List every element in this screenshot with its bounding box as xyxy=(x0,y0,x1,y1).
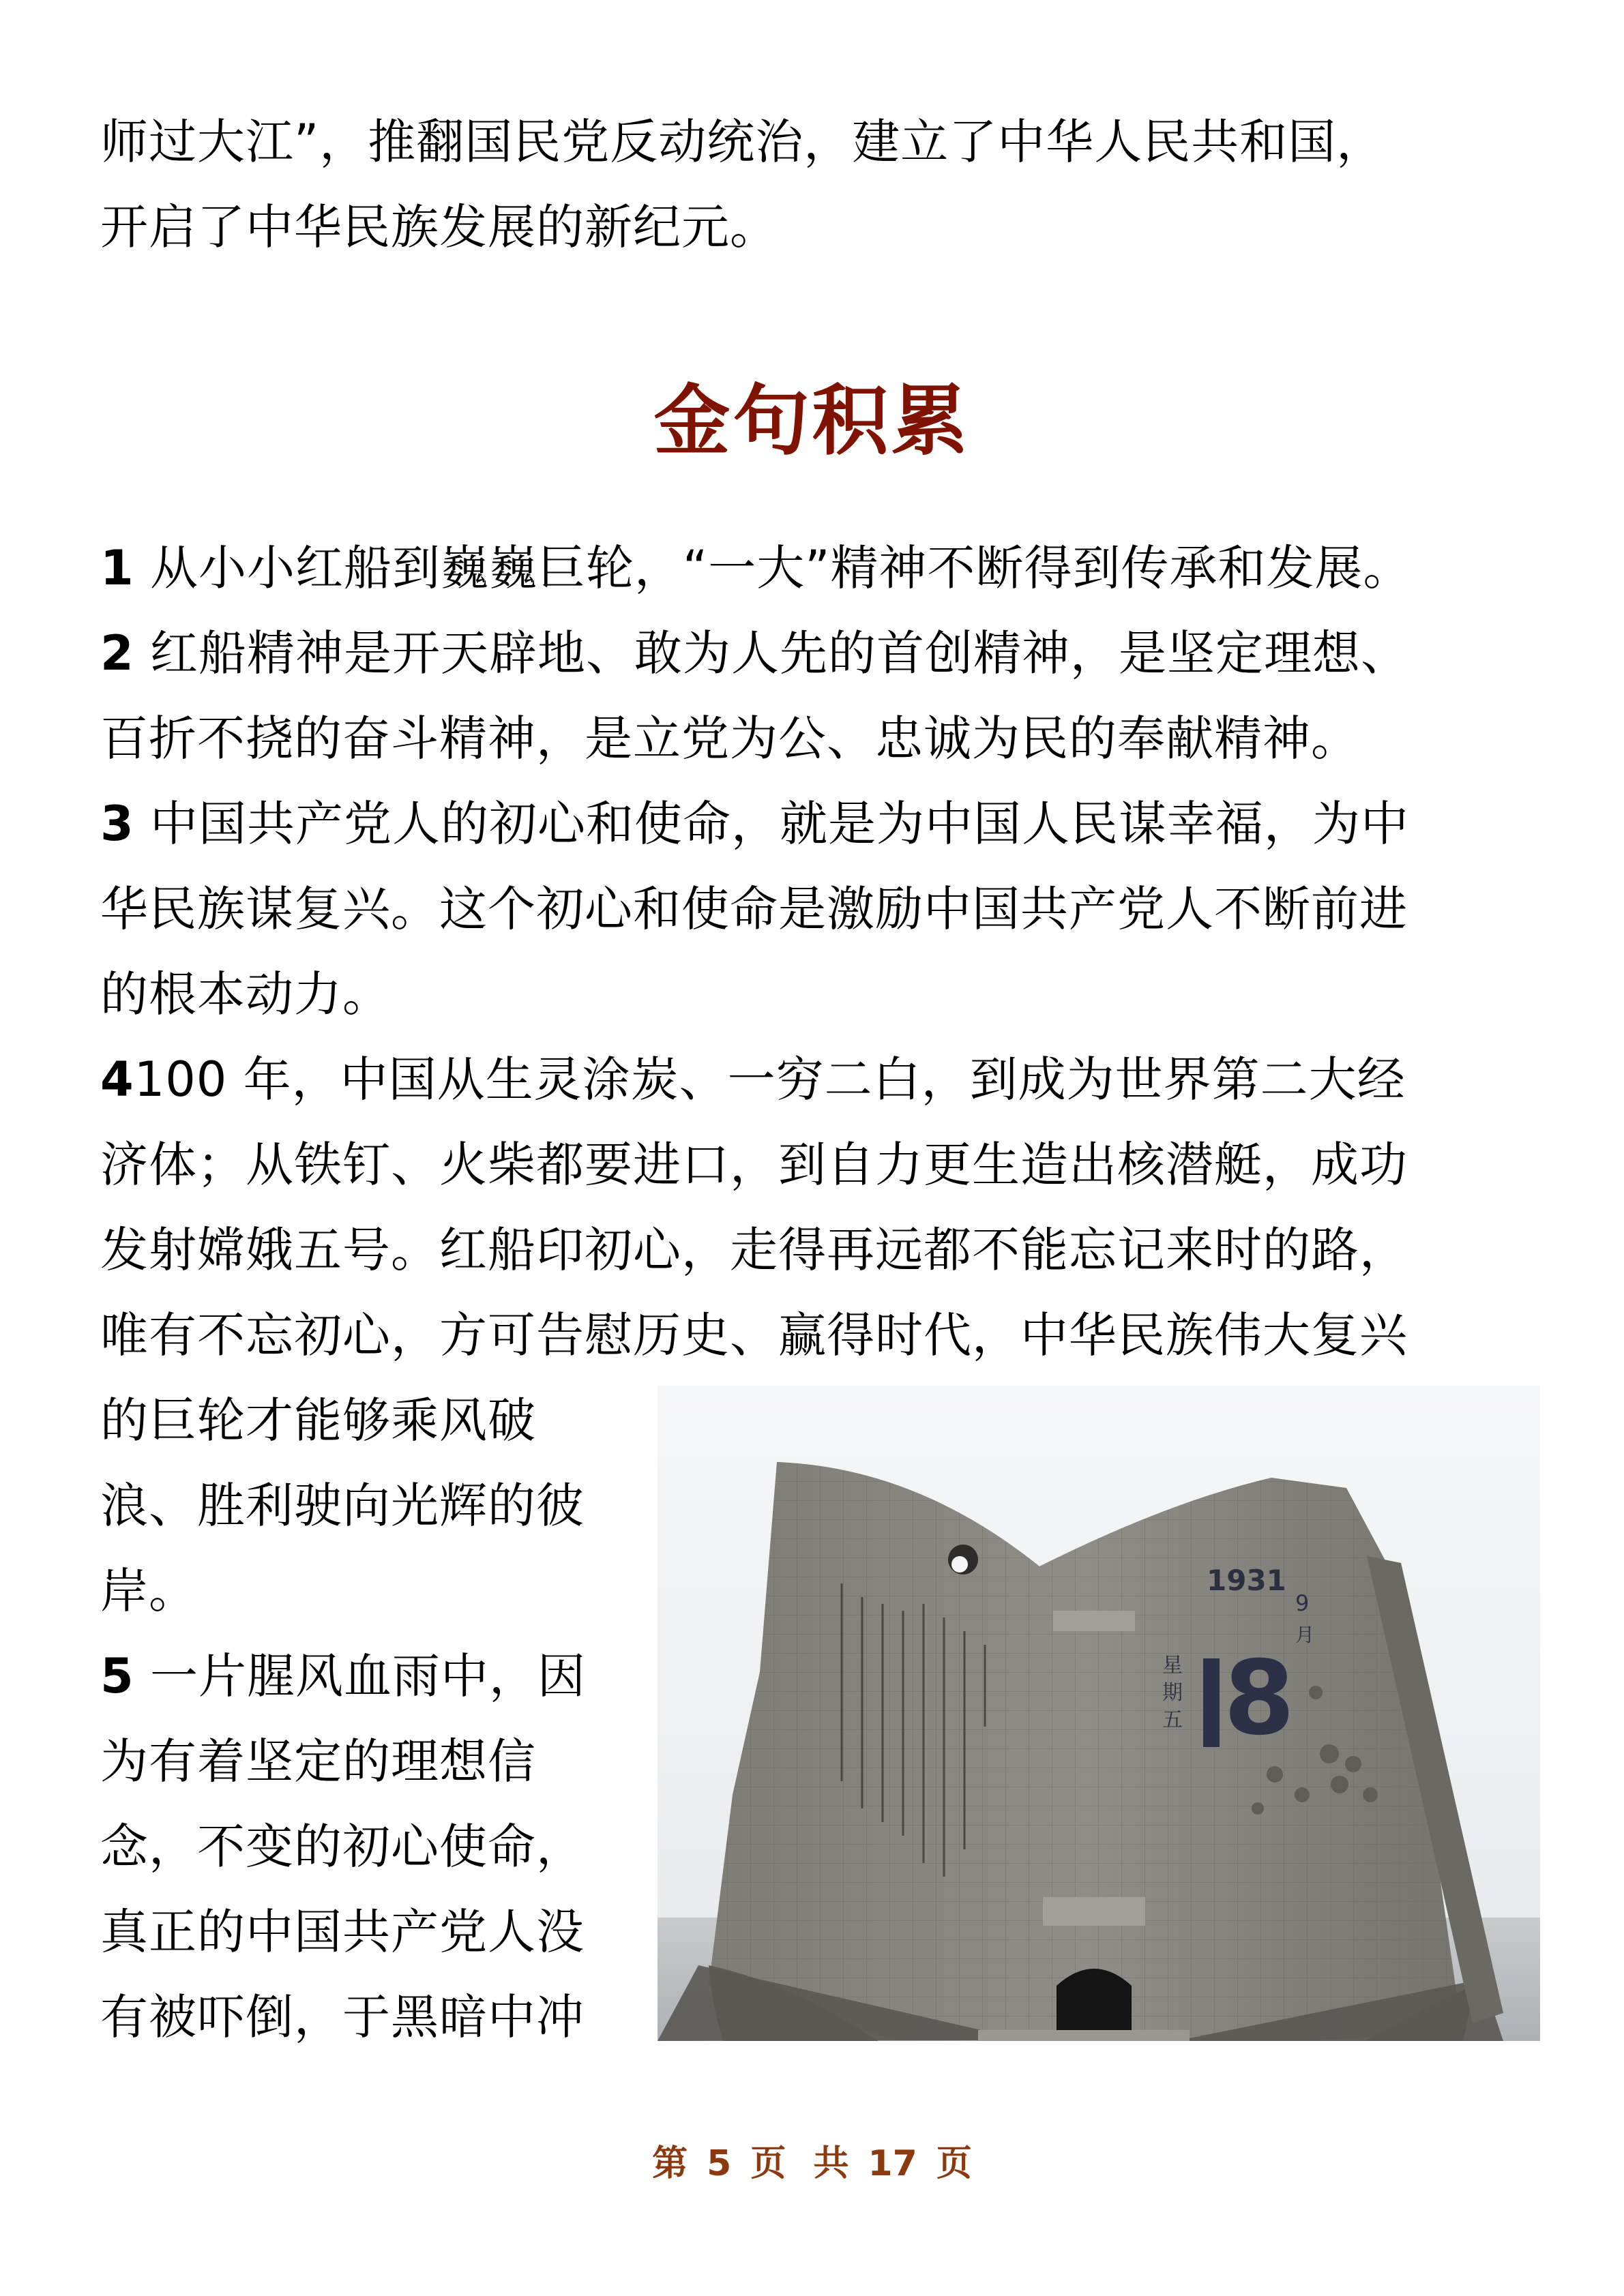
footer-total-pages: 17 xyxy=(868,2143,917,2184)
quote-number: 2 xyxy=(100,625,134,681)
svg-text:五: 五 xyxy=(1162,1708,1183,1732)
quote-4-line-6: 浪、胜利驶向光辉的彼 xyxy=(100,1478,585,1534)
footer-prefix: 第 xyxy=(652,2143,688,2184)
quote-text: 中国共产党人的初心和使命，就是为中国人民谋幸福，为中 xyxy=(149,796,1409,852)
quote-1 xyxy=(100,541,1412,595)
intro-line-1: 师过大江”，推翻国民党反动统治，建立了中华人民共和国， xyxy=(100,114,1385,170)
svg-text:8: 8 xyxy=(1224,1639,1295,1758)
quote-5-line-5: 有被吓倒，于黑暗中冲 xyxy=(100,1989,585,2045)
section-title: 金句积累 xyxy=(653,377,971,466)
quote-4-line-4: 唯有不忘初心，方可告慰历史、赢得时代，中华民族伟大复兴 xyxy=(100,1307,1408,1363)
quote-5-line-4: 真正的中国共产党人没 xyxy=(100,1904,585,1960)
quote-text: 从小小红船到巍巍巨轮，“一大”精神不断得到传承和发展。 xyxy=(149,540,1412,596)
quote-2-line-2: 百折不挠的奋斗精神，是立党为公、忠诚为民的奉献精神。 xyxy=(100,711,1359,766)
quote-4-line-2: 济体；从铁钉、火柴都要进口，到自力更生造出核潜艇，成功 xyxy=(100,1137,1408,1193)
quote-5-line-3: 念，不变的初心使命， xyxy=(100,1819,585,1875)
quote-5 xyxy=(100,1649,586,1703)
intro-line-2: 开启了中华民族发展的新纪元。 xyxy=(100,199,778,255)
quote-3-line-3: 的根本动力。 xyxy=(100,966,391,1022)
quote-number: 3 xyxy=(100,796,134,852)
page-footer xyxy=(0,2140,1624,2188)
numeral-one xyxy=(1203,1658,1220,1747)
svg-text:星: 星 xyxy=(1162,1654,1183,1678)
svg-text:1931: 1931 xyxy=(1207,1564,1286,1597)
quote-number: 1 xyxy=(100,540,134,596)
quote-text: 100 年，中国从生灵涂炭、一穷二白，到成为世界第二大经 xyxy=(134,1052,1406,1107)
quote-3-line-2: 华民族谋复兴。这个初心和使命是激励中国共产党人不断前进 xyxy=(100,881,1408,937)
quote-text: 一片腥风血雨中，因 xyxy=(149,1648,586,1704)
svg-text:月: 月 xyxy=(1295,1624,1315,1646)
footer-middle: 页 共 xyxy=(750,2143,849,2184)
quote-4-line-7: 岸。 xyxy=(100,1563,197,1619)
quote-text: 红船精神是开天辟地、敢为人先的首创精神，是坚定理想、 xyxy=(149,625,1409,681)
footer-suffix: 页 xyxy=(936,2143,972,2184)
quote-3 xyxy=(100,796,1409,851)
monument-photo xyxy=(658,1386,1540,2041)
quote-4-line-5: 的巨轮才能够乘风破 xyxy=(100,1392,536,1448)
quote-2 xyxy=(100,626,1409,681)
quote-number: 4 xyxy=(100,1052,134,1107)
monument-illustration xyxy=(658,1386,1540,2041)
footer-page-number: 5 xyxy=(707,2143,732,2184)
quote-4-line-3: 发射嫦娥五号。红船印初心，走得再远都不能忘记来时的路， xyxy=(100,1222,1408,1278)
quote-5-line-2: 为有着坚定的理想信 xyxy=(100,1733,536,1789)
svg-text:期: 期 xyxy=(1162,1681,1183,1705)
svg-text:9: 9 xyxy=(1295,1590,1310,1616)
quote-number: 5 xyxy=(100,1648,134,1704)
quote-4 xyxy=(100,1052,1406,1107)
